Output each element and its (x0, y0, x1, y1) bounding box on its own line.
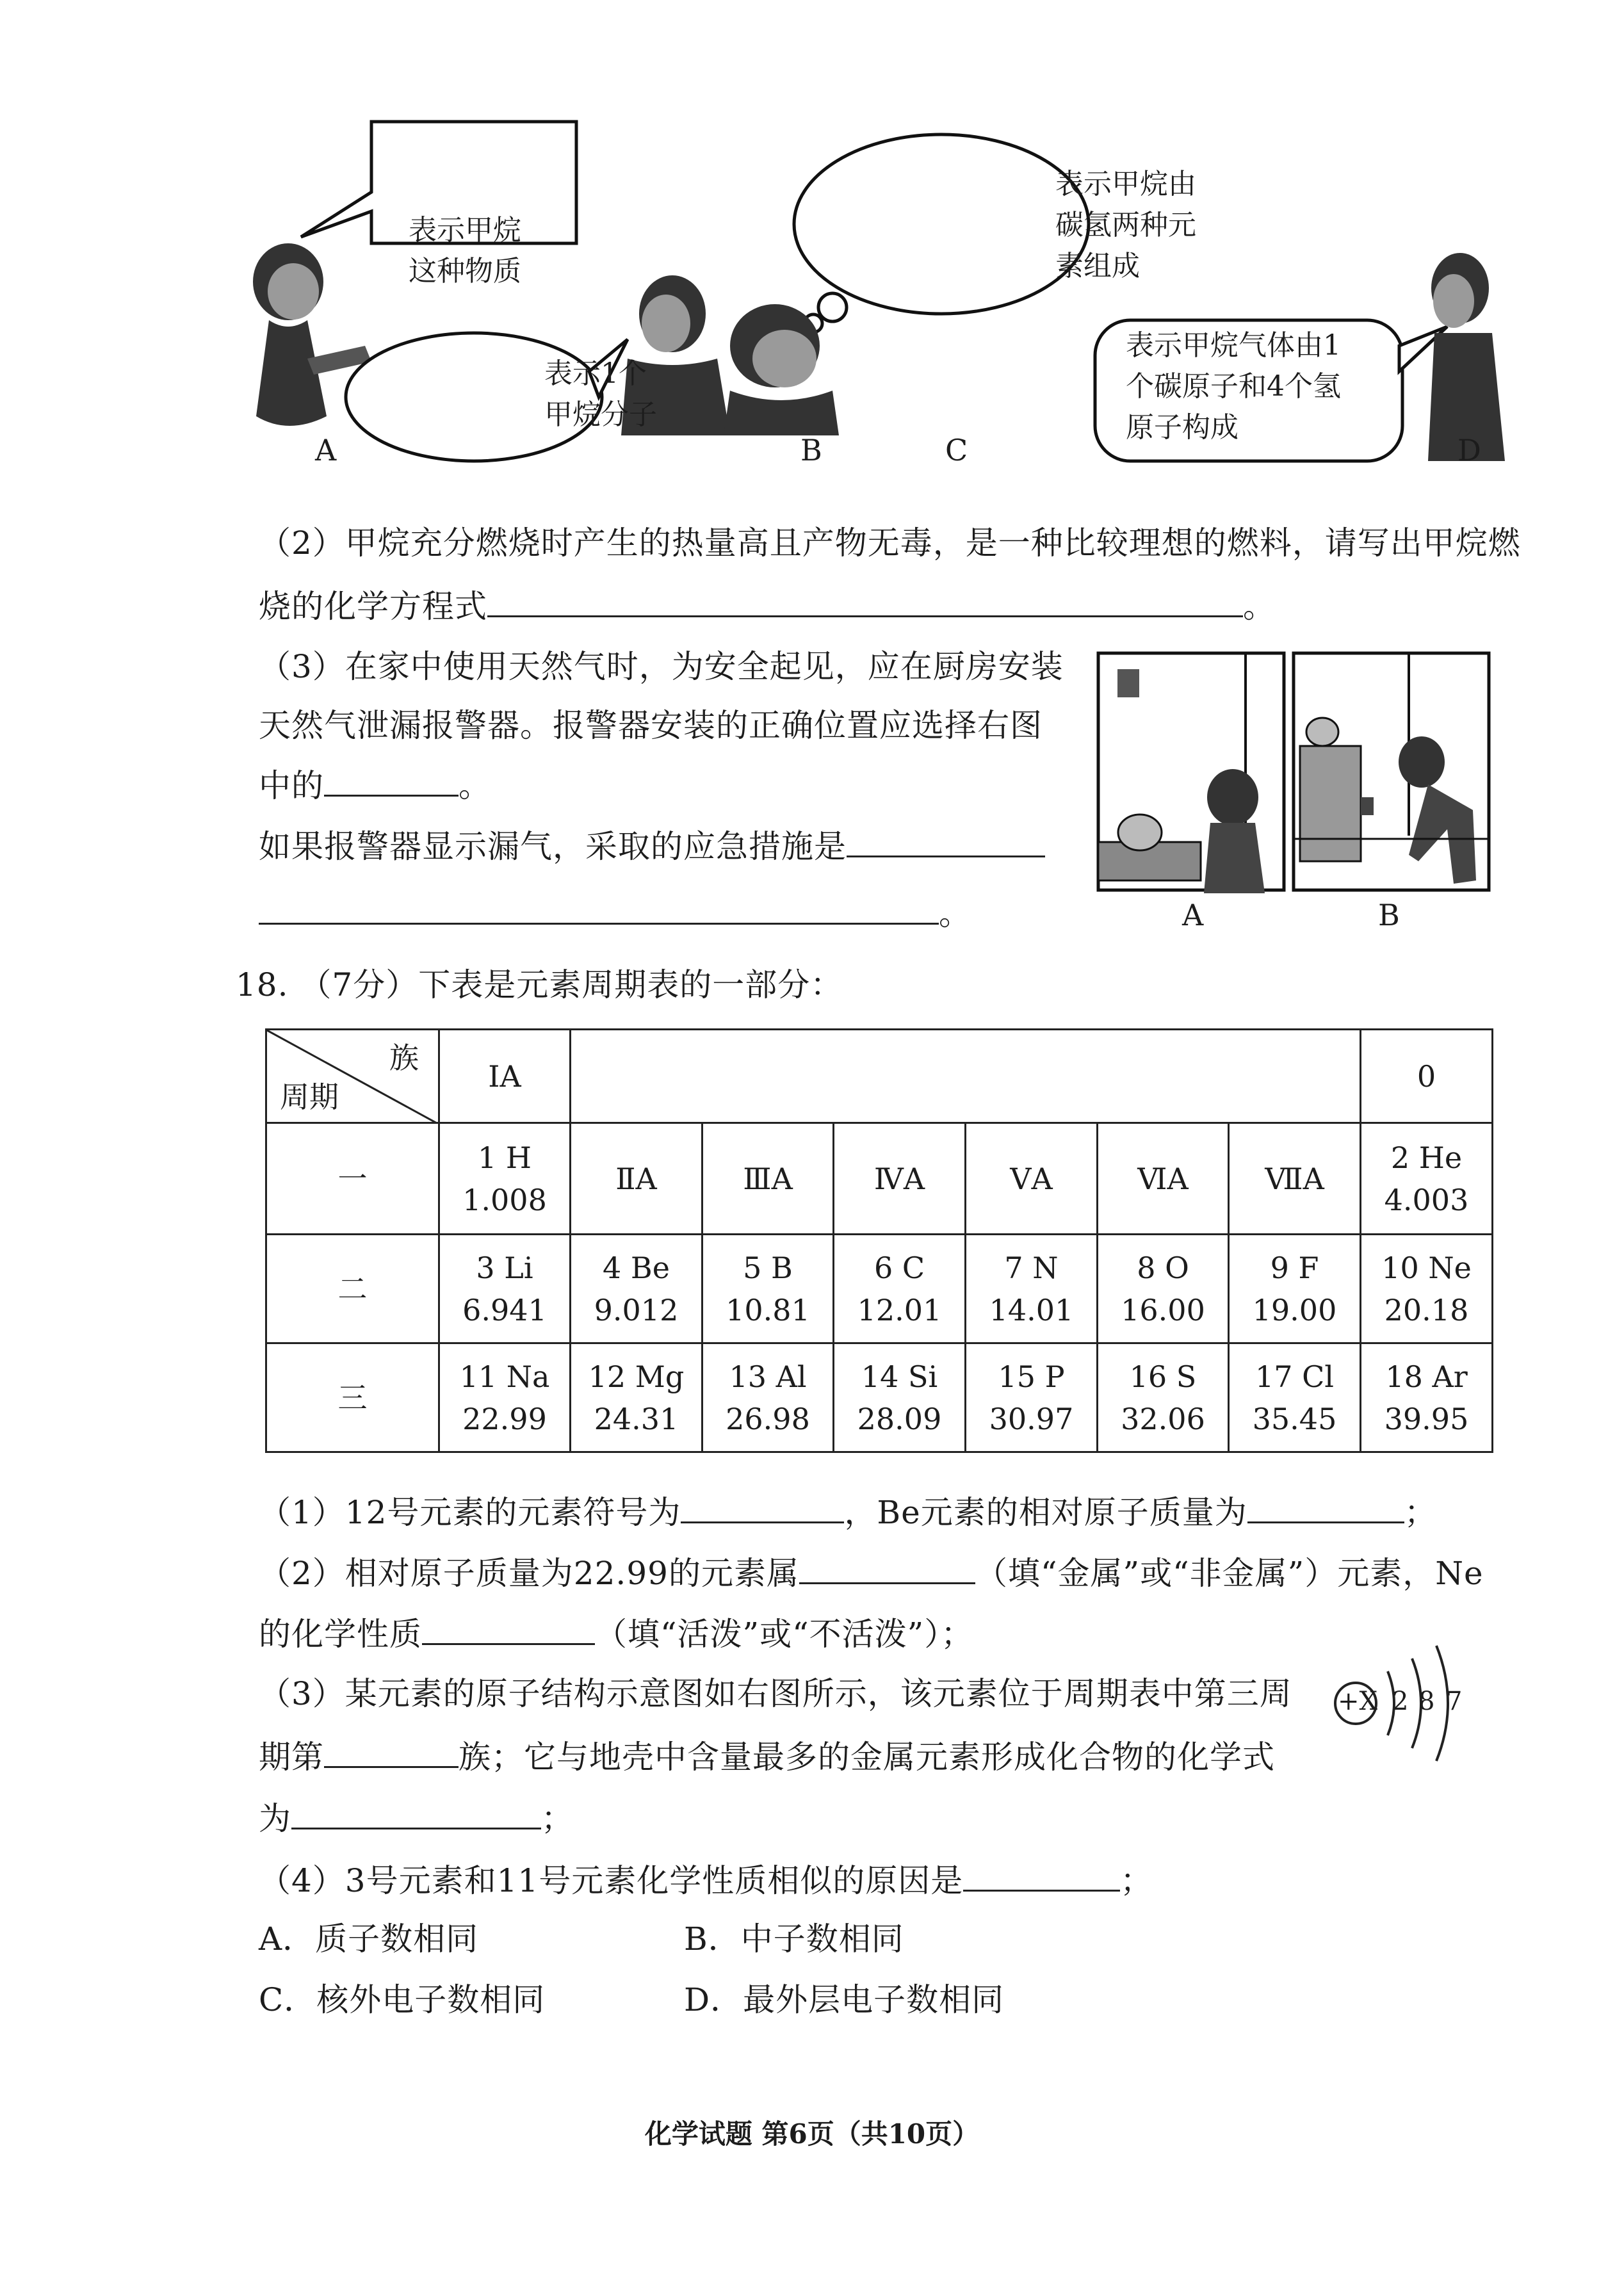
element-symbol: 13 Al (729, 1359, 807, 1394)
element-mass: 6.941 (462, 1292, 547, 1327)
element-mass: 24.31 (594, 1401, 679, 1436)
element-symbol: 17 Cl (1255, 1359, 1335, 1394)
speech-b-line: 表示1个 (544, 357, 647, 390)
corner-group-label: 族 (389, 1041, 419, 1075)
q17-p3-line4-text: 如果报警器显示漏气，采取的应急措施是 (259, 828, 847, 865)
q17-p3-line1: （3）在家中使用天然气时，为安全起见，应在厨房安装 (259, 648, 1064, 685)
element-symbol: 14 Si (861, 1359, 938, 1394)
q17-p3-suffix: 。 (459, 767, 491, 804)
be-mass-blank[interactable] (1247, 1492, 1404, 1523)
cartoon-label-b: B (800, 433, 822, 467)
element-mass: 14.01 (989, 1292, 1074, 1327)
q18-2-line2-text-b: （填“活泼”或“不活泼”）； (595, 1616, 974, 1653)
speech-d-line: 表示甲烷气体由1 (1126, 329, 1341, 362)
q17-p3-line2: 天然气泄漏报警器。报警器安装的正确位置应选择右图 (259, 707, 1043, 744)
group-viia-header: ⅦA (1229, 1123, 1361, 1235)
element-cell (702, 1235, 834, 1343)
element-mass: 12.01 (857, 1292, 942, 1327)
emergency-answer-blank-1[interactable] (847, 826, 1045, 857)
q18-title: 18. （7分）下表是元素周期表的一部分： (236, 966, 843, 1003)
element-symbol: 6 C (873, 1250, 925, 1285)
speech-d-line: 个碳原子和4个氢 (1126, 370, 1341, 403)
element-mass: 1.008 (462, 1182, 547, 1217)
q18-3-line1: （3）某元素的原子结构示意图如右图所示，该元素位于周期表中第三周 (259, 1675, 1292, 1712)
element-symbol: 15 P (998, 1359, 1065, 1394)
element-cell (571, 1235, 702, 1343)
period-3-label: 三 (266, 1343, 439, 1452)
element-symbol: 3 Li (476, 1250, 533, 1285)
corner-period-label: 周期 (280, 1080, 339, 1114)
speech-c-line: 素组成 (1055, 250, 1140, 282)
group-iiia-header: ⅢA (702, 1123, 834, 1235)
element-cell (966, 1235, 1098, 1343)
atom-shell-1-count: 2 (1392, 1687, 1409, 1716)
element-cell (966, 1343, 1098, 1452)
q18-4-end: ； (1120, 1862, 1153, 1899)
element-mass: 39.95 (1384, 1401, 1469, 1436)
q18-3-line2-text-b: 族；它与地壳中含量最多的金属元素形成化合物的化学式 (459, 1739, 1275, 1776)
element-symbol: 8 O (1137, 1250, 1189, 1285)
element-symbol: 1 H (477, 1140, 532, 1175)
group-via-header: ⅥA (1098, 1123, 1229, 1235)
speech-d (1126, 325, 1341, 448)
option-c[interactable]: C．核外电子数相同 (259, 1981, 546, 2018)
q17-p3-line4 (259, 826, 1045, 864)
atom-nucleus-label: +X (1338, 1687, 1377, 1716)
element-mass: 22.99 (462, 1401, 547, 1436)
q18-3-line3-text-b: ； (541, 1800, 574, 1837)
q17-p2-prefix: 烧的化学方程式 (259, 588, 487, 625)
kitchen-label-a: A (1182, 898, 1204, 932)
element-symbol: 4 Be (603, 1250, 670, 1285)
element-cell (1361, 1123, 1493, 1235)
group-ia-header: IA (439, 1030, 571, 1123)
speech-b (544, 353, 657, 435)
q17-p3-line3 (259, 765, 491, 804)
page-footer: 化学试题 第6页（共10页） (644, 2118, 980, 2150)
element-cell (1098, 1343, 1229, 1452)
atom-shell-2-count: 8 (1418, 1687, 1435, 1716)
element-symbol: 9 F (1270, 1250, 1319, 1285)
element-mass: 26.98 (726, 1401, 810, 1436)
element-cell (571, 1343, 702, 1452)
q18-3-line2-text-a: 期第 (259, 1739, 324, 1776)
element-symbol: 12 Mg (588, 1359, 685, 1394)
speech-c (1055, 164, 1196, 287)
element-symbol: 5 B (743, 1250, 793, 1285)
q18-2-text-b: （填“金属”或“非金属”）元素，Ne (975, 1555, 1484, 1592)
element-symbol: 18 Ar (1385, 1359, 1468, 1394)
q18-1-text-c: ； (1404, 1494, 1437, 1531)
speech-a (409, 210, 521, 292)
q18-4 (259, 1860, 1153, 1899)
q18-3-line3 (259, 1798, 574, 1837)
q17-p2-line1: （2）甲烷充分燃烧时产生的热量高且产物无毒，是一种比较理想的燃料，请写出甲烷燃 (259, 524, 1521, 562)
element-mass: 20.18 (1384, 1292, 1469, 1327)
period-2-label: 二 (266, 1235, 439, 1343)
metal-type-blank[interactable] (799, 1553, 975, 1584)
group-0-header: 0 (1361, 1030, 1493, 1123)
atom-shell-3-count: 7 (1446, 1687, 1463, 1716)
mg-symbol-blank[interactable] (681, 1492, 844, 1523)
periodic-table (265, 1028, 1493, 1453)
element-symbol: 16 S (1129, 1359, 1197, 1394)
kitchen-drawing (1095, 650, 1492, 893)
element-symbol: 11 Na (459, 1359, 550, 1394)
element-cell (439, 1343, 571, 1452)
element-cell (1361, 1343, 1493, 1452)
cartoon-label-c: C (945, 433, 968, 467)
q18-4-text: （4）3号元素和11号元素化学性质相似的原因是 (259, 1862, 964, 1899)
element-cell (834, 1343, 966, 1452)
cartoon-label-a: A (315, 433, 337, 467)
position-answer-blank[interactable] (324, 765, 459, 797)
speech-a-line: 这种物质 (409, 255, 521, 288)
q18-2 (259, 1553, 1484, 1591)
group-va-header: ⅤA (966, 1123, 1098, 1235)
element-cell (1229, 1235, 1361, 1343)
kitchen-label-b: B (1378, 898, 1400, 932)
element-cell (1229, 1343, 1361, 1452)
formula-blank[interactable] (291, 1798, 541, 1829)
element-cell (834, 1235, 966, 1343)
element-mass: 32.06 (1121, 1401, 1205, 1436)
q18-1-text-b: ，Be元素的相对原子质量为 (844, 1494, 1247, 1531)
cartoon-label-d: D (1458, 433, 1481, 467)
cartoon-illustration (243, 115, 1511, 474)
table-corner-cell (266, 1030, 439, 1123)
element-cell (1361, 1235, 1493, 1343)
element-symbol: 7 N (1004, 1250, 1059, 1285)
speech-a-line: 表示甲烷 (409, 214, 521, 247)
q17-p3-prefix: 中的 (259, 767, 324, 804)
period-1-label: 一 (266, 1123, 439, 1235)
element-symbol: 10 Ne (1381, 1250, 1472, 1285)
emergency-answer-blank-2[interactable] (259, 893, 939, 925)
atom-structure-diagram (1329, 1639, 1476, 1767)
q17-p2-suffix: 。 (1243, 588, 1276, 625)
group-number-blank[interactable] (324, 1737, 459, 1768)
ne-property-blank[interactable] (422, 1614, 595, 1645)
speech-b-line: 甲烷分子 (544, 398, 657, 431)
q18-3-line2 (259, 1737, 1275, 1775)
blank-header-cell (571, 1030, 1361, 1123)
element-cell (439, 1123, 571, 1235)
element-mass: 16.00 (1121, 1292, 1205, 1327)
group-iia-header: ⅡA (571, 1123, 702, 1235)
element-mass: 4.003 (1384, 1182, 1469, 1217)
q17-p2-line2 (259, 586, 1276, 624)
kitchen-figure (1095, 650, 1492, 893)
q18-1 (259, 1492, 1437, 1530)
speech-c-line: 表示甲烷由 (1055, 168, 1196, 200)
element-symbol: 2 He (1390, 1140, 1463, 1175)
element-mass: 10.81 (726, 1292, 810, 1327)
q18-2-text-a: （2）相对原子质量为22.99的元素属 (259, 1555, 799, 1592)
element-cell (439, 1235, 571, 1343)
element-mass: 19.00 (1252, 1292, 1337, 1327)
option-d[interactable]: D．最外层电子数相同 (684, 1981, 1005, 2018)
q18-2-line2-text-a: 的化学性质 (259, 1616, 422, 1653)
element-mass: 35.45 (1252, 1401, 1337, 1436)
q18-3-line3-text-a: 为 (259, 1800, 291, 1837)
option-a[interactable]: A．质子数相同 (259, 1920, 479, 1958)
speech-c-line: 碳氢两种元 (1055, 209, 1196, 241)
element-cell (702, 1343, 834, 1452)
equation-answer-blank[interactable] (487, 586, 1243, 617)
option-b[interactable]: B．中子数相同 (684, 1920, 904, 1958)
q17-p3-line5 (259, 893, 971, 932)
q18-1-text-a: （1）12号元素的元素符号为 (259, 1494, 681, 1531)
element-mass: 28.09 (857, 1401, 942, 1436)
speech-d-line: 原子构成 (1126, 411, 1238, 444)
element-cell (1098, 1235, 1229, 1343)
similarity-reason-blank[interactable] (963, 1860, 1120, 1892)
group-iva-header: ⅣA (834, 1123, 966, 1235)
q17-p3-line5-suffix: 。 (939, 895, 971, 932)
element-mass: 30.97 (989, 1401, 1074, 1436)
element-mass: 9.012 (594, 1292, 679, 1327)
q18-2-line2 (259, 1614, 973, 1652)
